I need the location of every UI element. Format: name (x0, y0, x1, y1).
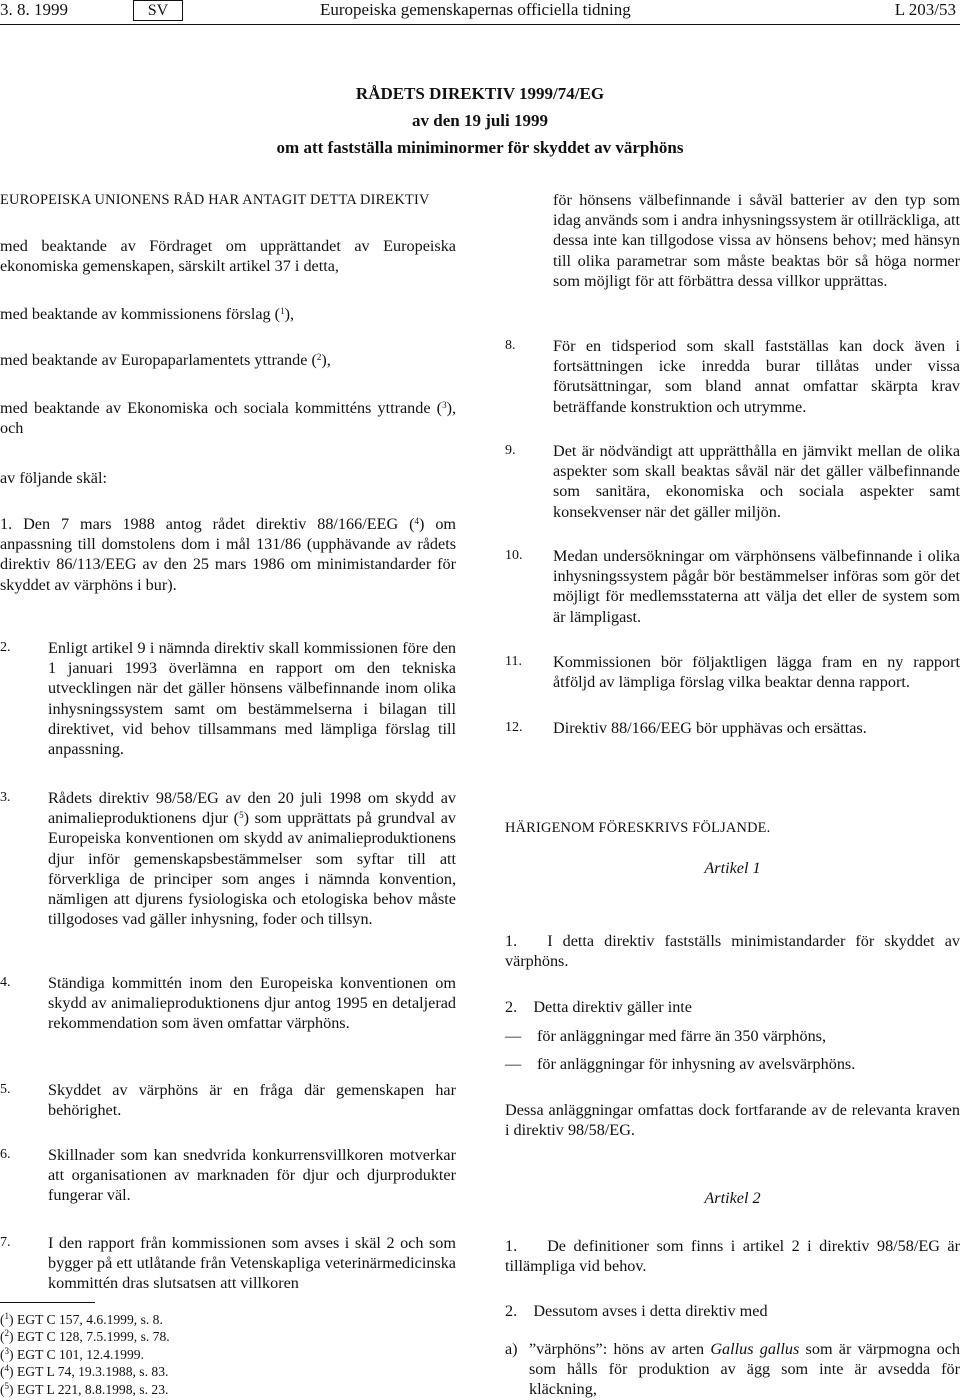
whereas-label: av följande skäl: (0, 469, 107, 487)
footnote: ($^4$) EGT L 74, 19.3.1988, s. 83. (0, 1363, 169, 1380)
definition-text: ”värphöns”: höns av arten Gallus gallus som är värpmogna och som hålls för produktion av ägg som inte är avsedda för kläckning, (529, 1340, 960, 1399)
recital-1: 1. Den 7 mars 1988 antog rådet direktiv 88/166/EEG ($^4$) om anpassning till domstolens dom i mål 131/86 (upphävande av rådets direktiv 86/113/EEG av den 25 mars 1986 om minimistandarder för skyddet av värphöns i bur). (0, 515, 457, 594)
footnote-rule (0, 1302, 95, 1303)
recital-number: 5. (0, 1082, 11, 1097)
header-rule (0, 24, 960, 25)
article-1-para-2: 2. Detta direktiv gäller inte (505, 998, 692, 1016)
recital-number: 11. (505, 654, 522, 669)
recital-number: 6. (0, 1147, 11, 1162)
recital-number: 4. (0, 975, 11, 990)
recital-text: Kommissionen bör följaktligen lägga fram en ny rapport åtföljd av lämpliga förslag vilka beaktar denna rapport. (553, 653, 960, 692)
footnote: ($^1$) EGT C 157, 4.6.1999, s. 8. (0, 1311, 163, 1327)
recital-2 (0, 638, 456, 759)
title-line-2: av den 19 juli 1999 (411, 111, 549, 130)
page-header (0, 0, 960, 22)
recital-8 (505, 336, 960, 417)
definition-a (505, 1339, 960, 1400)
article-2-title: Artikel 2 (704, 1189, 761, 1207)
recital-7 (0, 1233, 456, 1294)
citation-treaty: med beaktande av Fördraget om upprättandet av Europeiska ekonomiska gemenskapen, särskilt artikel 37 i detta, (0, 237, 456, 276)
recital-9 (505, 441, 960, 522)
recital-12 (505, 718, 960, 738)
journal-title: Europeiska gemenskapernas officiella tidning (320, 0, 631, 19)
recital-text: För en tidsperiod som skall fastställas kan dock även i fortsättningen icke inredda burar tillåtas under vissa förutsättningar, som bland annat omfattar skärpta krav beträffande konstruktion och utrymme. (553, 337, 960, 416)
footnote-ref: 2 (316, 352, 322, 362)
recital-number: 8. (505, 338, 516, 353)
recital-number: 2. (0, 640, 11, 655)
title-line-1: RÅDETS DIREKTIV 1999/74/EG (355, 84, 605, 103)
footnotes (0, 1311, 170, 1398)
recital-text: I den rapport från kommissionen som avses i skäl 2 och som bygger på ett utlåtande från Vetenskapliga veterinärmedicinska kommittén dras slutsatsen att villkoren (48, 1234, 456, 1293)
issue-date: 3. 8. 1999 (0, 0, 68, 19)
recital-4 (0, 973, 456, 1034)
citation-commission: med beaktande av kommissionens förslag ($^1$), (0, 305, 295, 323)
exclusion-text: för anläggningar med färre än 350 värphöns, (537, 1027, 827, 1045)
footnote: ($^3$) EGT C 101, 12.4.1999. (0, 1345, 144, 1362)
footnote: ($^2$) EGT C 128, 7.5.1999, s. 78. (0, 1328, 170, 1345)
footnote: ($^5$) EGT L 221, 8.8.1998, s. 23. (0, 1380, 169, 1397)
recital-number: 12. (505, 720, 523, 735)
recital-11 (505, 652, 960, 692)
recital-text: Enligt artikel 9 i nämnda direktiv skall kommissionen före den 1 januari 1993 överlämna en rapport om den tekniska utvecklingen när det gäller hönsens välbefinnande inom olika inhysningssystem samt om bestämmelserna i bilagan till direktivet, vid behov tillsammans med lämpliga förslag till anpassning. (48, 639, 456, 759)
recital-text: Direktiv 88/166/EEG bör upphävas och ersättas. (553, 719, 867, 737)
footnote-ref: 3 (442, 400, 447, 410)
recital-5 (0, 1080, 456, 1120)
page-reference: L 203/53 (894, 0, 956, 19)
recital-3 (0, 788, 456, 929)
recital-10 (505, 546, 960, 627)
dash-mark: — (505, 1027, 522, 1045)
recital-text: Medan undersökningar om värphönsens välbefinnande i olika inhysningssystem pågår bör bestämmelser införas som gör det möjligt för medlemsstaterna att välja det eller de system som är lämpligast. (553, 547, 960, 626)
recital-text: Rådets direktiv 98/58/EG av den 20 juli 1998 om skydd av animalieproduktionens djur ($^5$) som upprättats på grundval av Europeiska konventionen om skydd av animalieproduktionens djur inför gemenskapsbestämmelser som syftar till att förverkliga de principer som anges i nämnda konvention, nämligen att djurens fysiologiska och etologiska behov måste tillgodoses vad gäller inhysning, foder och tillsyn. (48, 789, 456, 929)
citation-parliament: med beaktande av Europaparlamentets yttrande ($^2$), (0, 351, 331, 369)
recital-text: Skyddet av värphöns är en fråga där gemenskapen har behörighet. (48, 1081, 456, 1120)
preamble-heading: EUROPEISKA UNIONENS RÅD HAR ANTAGIT DETTA DIREKTIV (0, 192, 430, 208)
language-badge: SV (133, 0, 183, 21)
recital-number: 10. (505, 548, 523, 563)
exclusion-item (505, 1026, 960, 1046)
article-1-title: Artikel 1 (704, 859, 761, 877)
footnote-ref: 4 (414, 516, 419, 526)
directive-title (0, 80, 960, 161)
article-2-para-2: 2. Dessutom avses i detta direktiv med (505, 1302, 768, 1320)
exclusion-text: för anläggningar för inhysning av avelsvärphöns. (537, 1055, 856, 1073)
recital-number: 1. (0, 515, 13, 533)
dash-mark: — (505, 1055, 522, 1073)
definition-label: a) (505, 1340, 518, 1358)
footnote-ref: 5 (239, 810, 244, 821)
recital-text: Ständiga kommittén inom den Europeiska konventionen om skydd av animalieproduktionens djur antog 1995 en detaljerad rekommendation som även omfattar värphöns. (48, 974, 456, 1033)
recital-number: 7. (0, 1235, 11, 1250)
enacting-formula: HÄRIGENOM FÖRESKRIVS FÖLJANDE. (505, 820, 771, 836)
citation-ecosoc: med beaktande av Ekonomiska och sociala kommitténs yttrande ($^3$), och (0, 399, 456, 438)
recital-7-continued: för hönsens välbefinnande i såväl batterier av den typ som idag används som i andra inhysningssystem är otillräckliga, att dessa inte kan tillgodose vissa av hönsens behov; med hänsyn till olika parametrar som måste beaktas bör så höga normer som möjligt för att förbättra dessa villkor upprättas. (553, 191, 960, 290)
footnote-ref: 1 (280, 306, 285, 316)
recital-text: Skillnader som kan snedvrida konkurrensvillkoren motverkar att organisationen av marknaden för djur och djurprodukter fungerar väl. (48, 1146, 456, 1205)
exclusion-item (505, 1054, 960, 1074)
recital-number: 9. (505, 443, 516, 458)
recital-6 (0, 1145, 456, 1206)
article-2-para-1: 1. De definitioner som finns i artikel 2 i direktiv 98/58/EG är tillämpliga vid behov. (505, 1237, 960, 1276)
recital-number: 3. (0, 790, 11, 805)
species-name: Gallus gallus (710, 1340, 800, 1358)
article-1-tail: Dessa anläggningar omfattas dock fortfarande av de relevanta kraven i direktiv 98/58/EG. (505, 1101, 960, 1140)
title-line-3: om att fastställa miniminormer för skyddet av värphöns (276, 138, 684, 157)
recital-text: Det är nödvändigt att upprätthålla en jämvikt mellan de olika aspekter som skall beaktas såväl när det gäller välbefinnande som sanitära, ekonomiska och sociala aspekter samt konsekvenser när det gäller miljön. (553, 442, 960, 521)
article-1-para-1: 1. I detta direktiv fastställs minimistandarder för skyddet av värphöns. (505, 932, 960, 971)
